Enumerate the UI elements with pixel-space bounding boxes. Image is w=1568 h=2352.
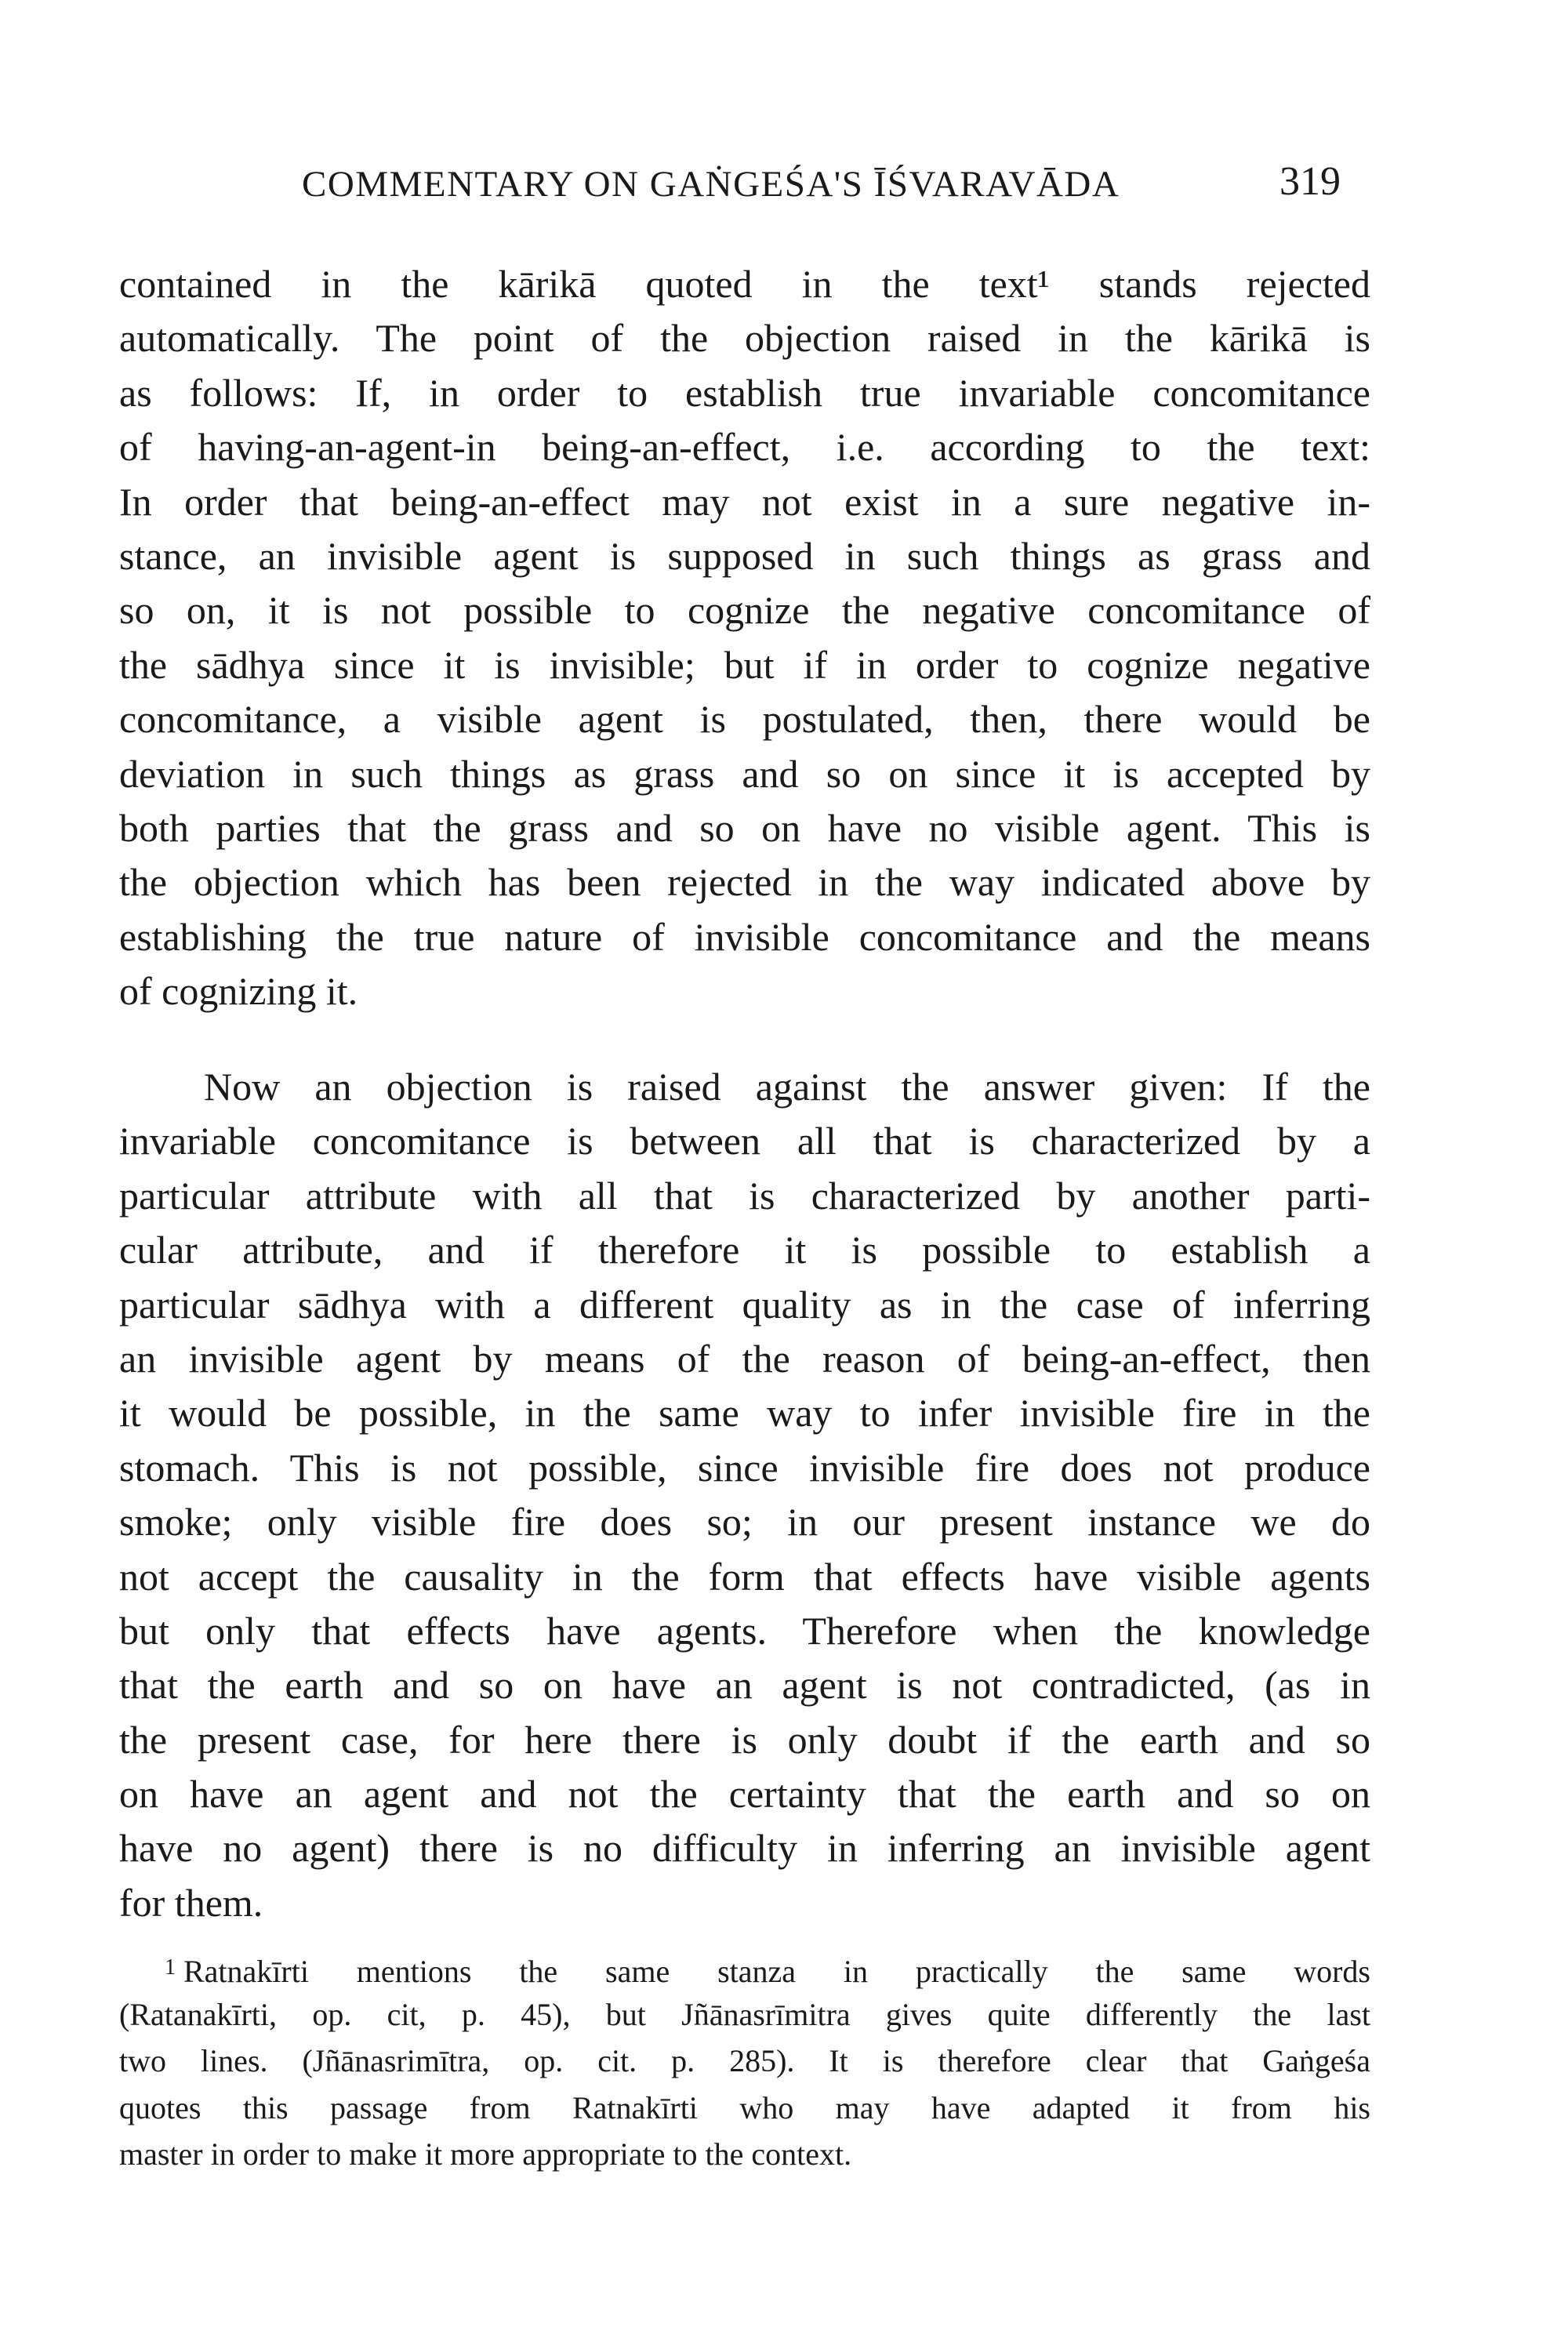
text-line: an invisible agent by means of the reason of being-an-effect, then bbox=[119, 1336, 1370, 1381]
text-line: the objection which has been rejected in the way indicated above by bbox=[119, 860, 1370, 905]
text-line: establishing the true nature of invisible concomitance and the means bbox=[119, 914, 1370, 959]
text-line: it would be possible, in the same way to infer invisible fire in the bbox=[119, 1391, 1370, 1436]
text-line: that the earth and so on have an agent is not contradicted, (as in bbox=[119, 1663, 1370, 1708]
text-line: particular sādhya with a different quality as in the case of inferring bbox=[119, 1282, 1370, 1327]
footnote-marker: 1 bbox=[165, 1955, 176, 1980]
text-line: contained in the kārikā quoted in the text¹ stands rejected bbox=[119, 262, 1370, 306]
text-line: In order that being-an-effect may not exist in a sure negative in- bbox=[119, 479, 1370, 524]
text-line: of having-an-agent-in being-an-effect, i.e. according to the text: bbox=[119, 425, 1370, 470]
text-line: Now an objection is raised against the answer given: If the bbox=[204, 1065, 1370, 1109]
text-line: the present case, for here there is only doubt if the earth and so bbox=[119, 1717, 1370, 1762]
text-line: but only that effects have agents. Therefore when the knowledge bbox=[119, 1608, 1370, 1653]
text-line: as follows: If, in order to establish true invariable concomitance bbox=[119, 370, 1370, 415]
footnote-line bbox=[119, 1944, 1370, 1991]
footnote-line: two lines. (Jñānasrimītra, op. cit. p. 285). It is therefore clear that Gaṅgeśa bbox=[119, 2043, 1370, 2078]
text-line: stomach. This is not possible, since invisible fire does not produce bbox=[119, 1445, 1370, 1490]
text-line: of cognizing it. bbox=[119, 969, 358, 1014]
text-line: concomitance, a visible agent is postulated, then, there would be bbox=[119, 697, 1370, 742]
footnote bbox=[119, 1944, 1370, 2178]
text-line: for them. bbox=[119, 1880, 263, 1925]
text-line: deviation in such things as grass and so on since it is accepted by bbox=[119, 751, 1370, 796]
running-header bbox=[302, 159, 1341, 213]
text-line: automatically. The point of the objection raised in the kārikā is bbox=[119, 316, 1370, 361]
footnote-line: (Ratanakīrti, op. cit, p. 45), but Jñānasrīmitra gives quite differently the last bbox=[119, 1996, 1370, 2032]
paragraph-1 bbox=[119, 257, 1370, 1018]
running-title: COMMENTARY ON GAṄGEŚA'S ĪŚVARAVĀDA bbox=[302, 164, 1120, 205]
text-line: smoke; only visible fire does so; in our present instance we do bbox=[119, 1500, 1370, 1544]
text-line: have no agent) there is no difficulty in inferring an invisible agent bbox=[119, 1826, 1370, 1871]
footnote-line: master in order to make it more appropriate to the context. bbox=[119, 2136, 852, 2172]
text-line: cular attribute, and if therefore it is possible to establish a bbox=[119, 1228, 1370, 1272]
text-line: stance, an invisible agent is supposed in such things as grass and bbox=[119, 533, 1370, 578]
text-line: invariable concomitance is between all that is characterized by a bbox=[119, 1119, 1370, 1163]
text-line: particular attribute with all that is characterized by another parti- bbox=[119, 1173, 1370, 1218]
text-line: the sādhya since it is invisible; but if in order to cognize negative bbox=[119, 642, 1370, 687]
paragraph-2 bbox=[119, 1060, 1370, 1930]
page-number: 319 bbox=[1279, 159, 1341, 204]
text-line: not accept the causality in the form that effects have visible agents bbox=[119, 1554, 1370, 1599]
footnote-text: Ratnakīrti mentions the same stanza in practically the same words bbox=[183, 1954, 1370, 1989]
footnote-line: quotes this passage from Ratnakīrti who may have adapted it from his bbox=[119, 2089, 1370, 2125]
text-line: on have an agent and not the certainty that the earth and so on bbox=[119, 1772, 1370, 1817]
text-line: both parties that the grass and so on have no visible agent. This is bbox=[119, 805, 1370, 850]
text-line: so on, it is not possible to cognize the negative concomitance of bbox=[119, 588, 1370, 633]
